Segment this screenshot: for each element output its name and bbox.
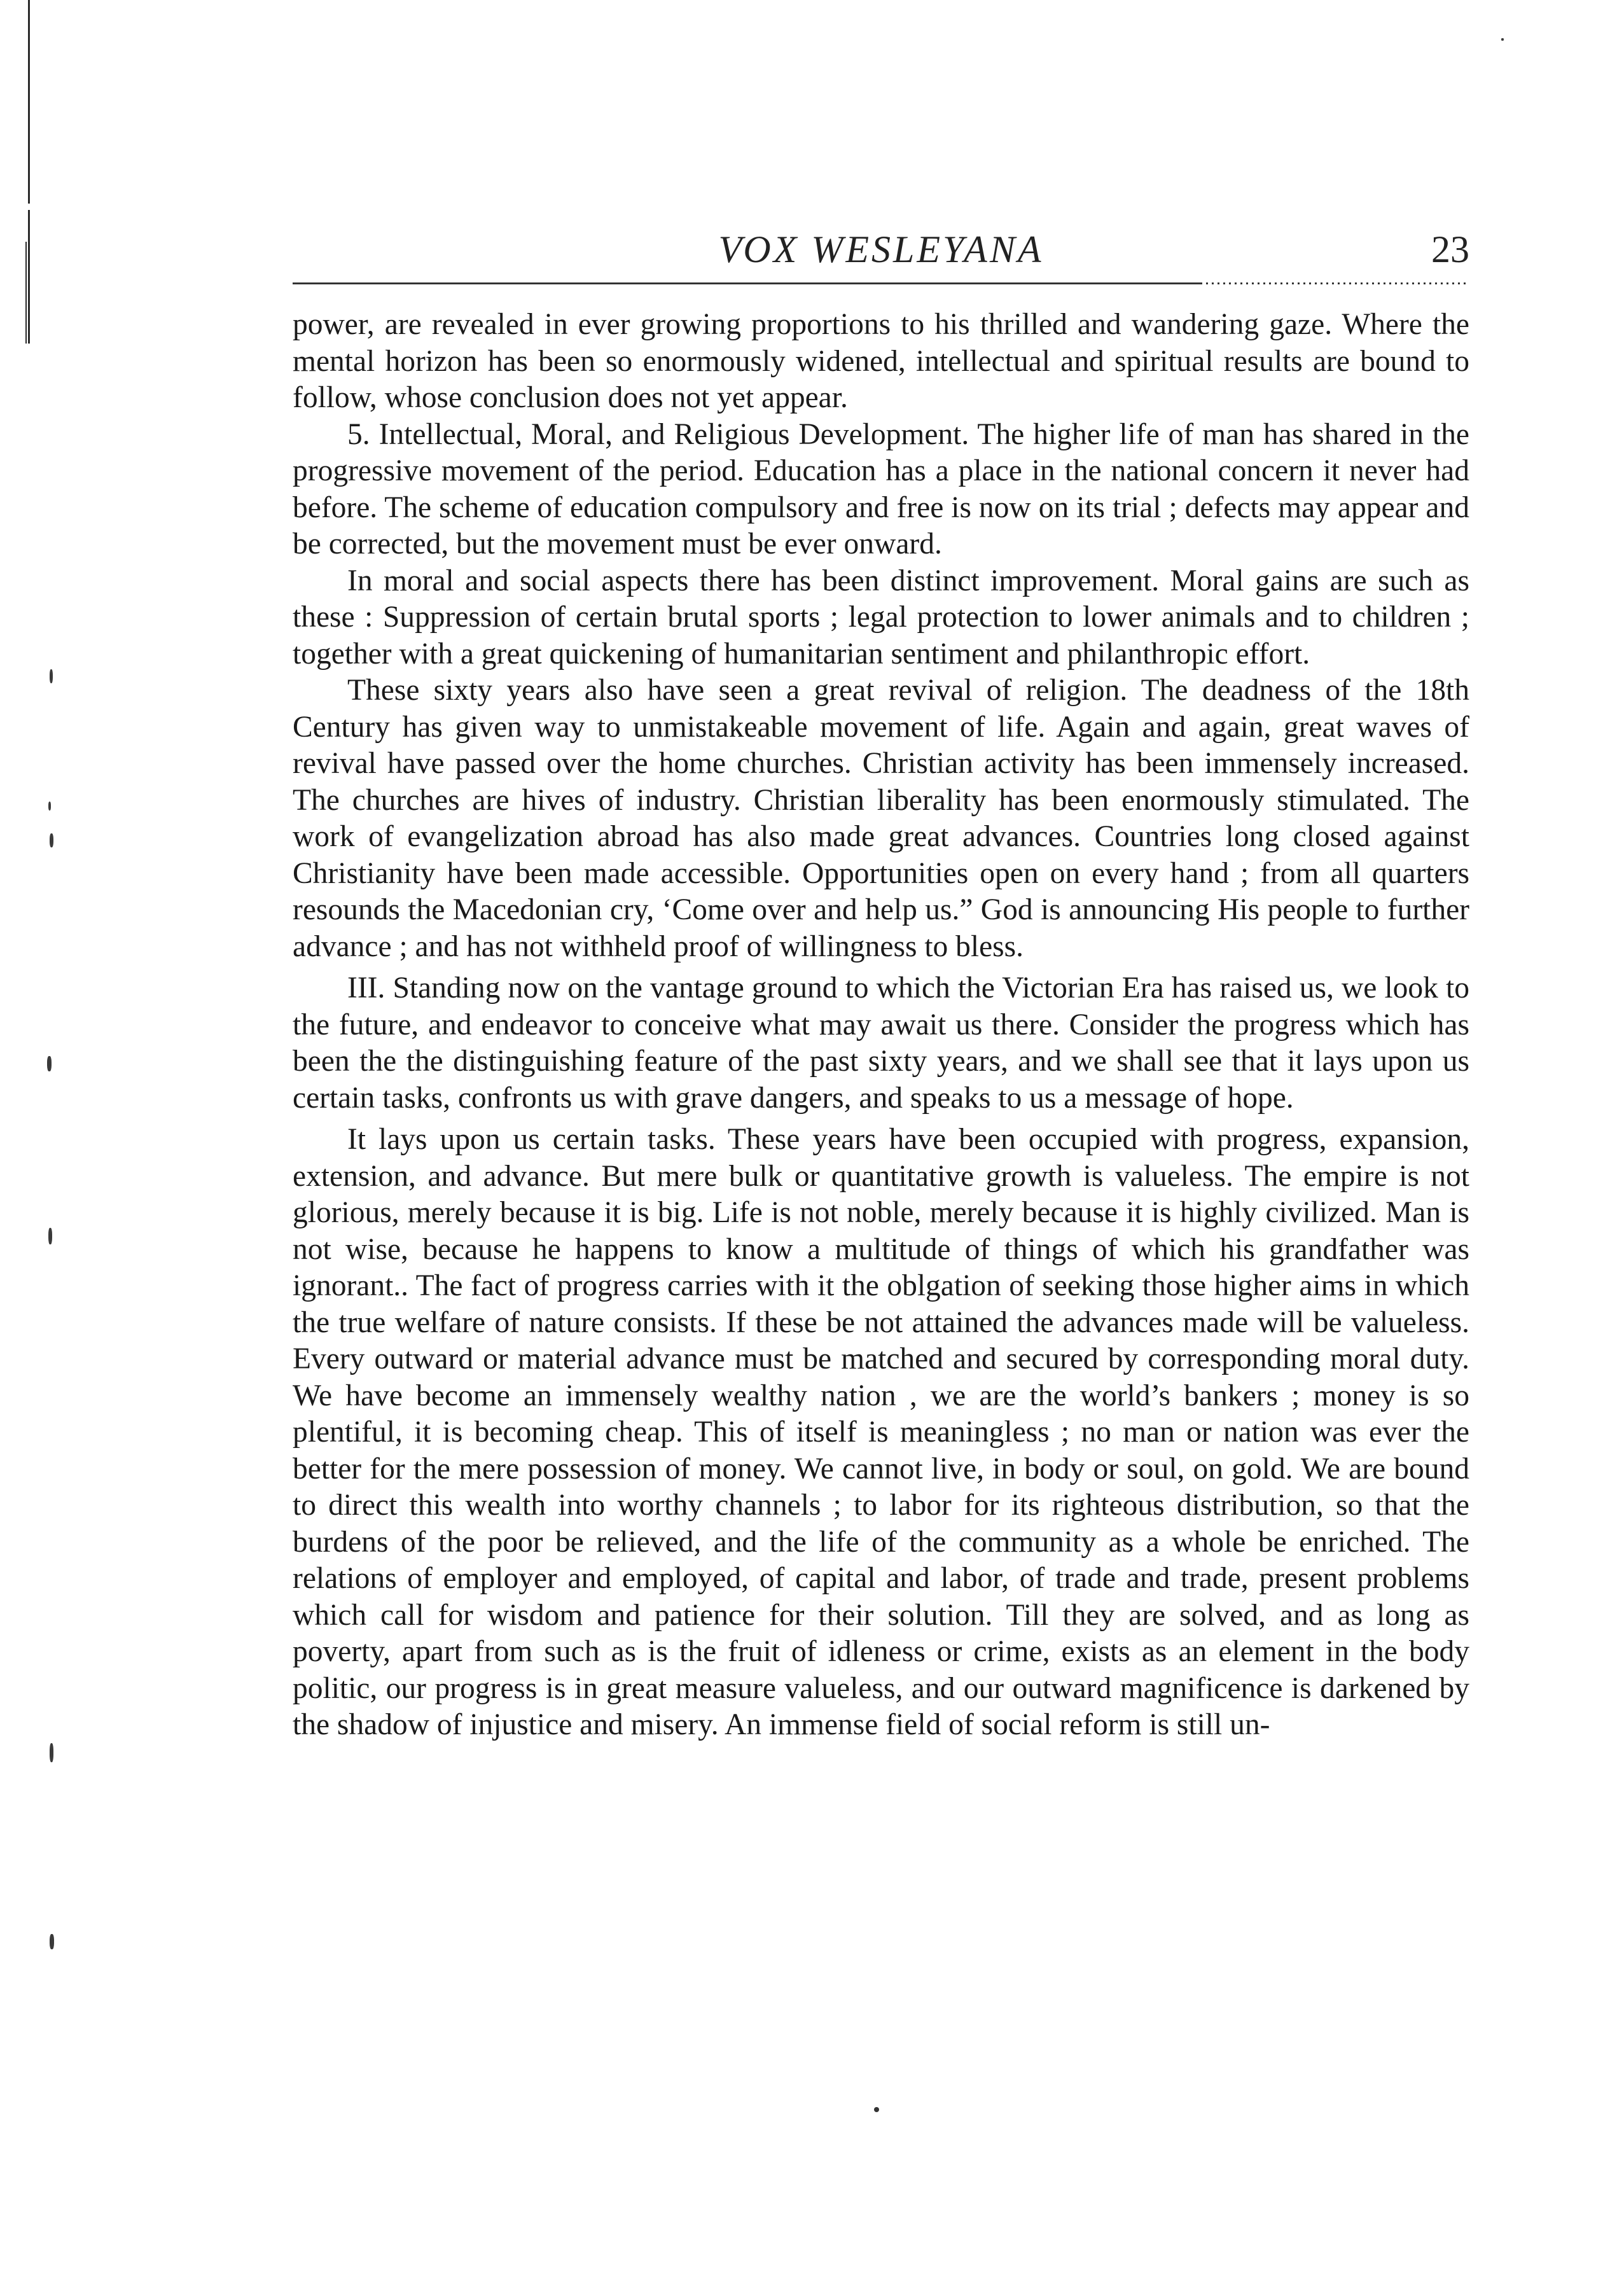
paragraph-moral-social: In moral and social aspects there has been distinct improvement. Moral gains are such as these : Suppression of certain brutal sports ; legal protection to lower animals and to children ; together with a great quickening of humanitarian sentiment and philanthropic effort. — [293, 564, 1469, 671]
running-title: VOX WESLEYANA — [718, 228, 1044, 270]
paragraph-intellectual-moral-religious: 5. Intellectual, Moral, and Religious Development. The higher life of man has shared in the progressive movement of the period. Education has a place in the national concern it never had before. The scheme of education compulsory and free is now on its trial ; defects may appear and be corrected, but the movement must be ever onward. — [293, 417, 1469, 560]
scan-speck — [50, 669, 53, 683]
scan-speck — [47, 1056, 52, 1071]
scan-speck — [48, 1228, 52, 1244]
paragraph-continued: power, are revealed in ever growing proportions to his thrilled and wandering gaze. Where the mental horizon has been so enormously widened, intellectual and spiritual results are bound to follow, whose conclusion does not yet appear. — [293, 308, 1469, 414]
paragraph-section-iii: III. Standing now on the vantage ground to which the Victorian Era has raised us, we look to the future, and endeavor to conceive what may await us there. Consider the progress which has been the the distinguishing feature of the past sixty years, and we shall see that it lays upon us certain tasks, confronts us with grave dangers, and speaks to us a message of hope. — [293, 971, 1469, 1115]
scan-speck — [1501, 38, 1504, 41]
scan-speck — [50, 1934, 54, 1949]
scan-speck — [50, 833, 53, 847]
binding-edge-line — [28, 210, 30, 344]
running-head — [293, 216, 1469, 280]
scan-speck — [50, 1743, 53, 1762]
paragraph-revival-of-religion: These sixty years also have seen a great revival of religion. The deadness of the 18th Century has given way to unmistakeable movement of life. Again and again, great waves of revival have passed over the home churches. Christian activity has been immensely increased. The churches are hives of industry. Christian liberality has been enormously stimulated. The work of evangelization abroad has also made great advances. Countries long closed against Christianity have been made accessible. Opportunities open on every hand ; from all quarters resounds the Macedonian cry, ‘Come over and help us.” God is announcing His people to further advance ; and has not withheld proof of willingness to bless. — [293, 674, 1469, 963]
header-rule-break — [1202, 282, 1469, 284]
binding-edge-line — [28, 0, 30, 204]
document-page — [293, 216, 1469, 1744]
page-number: 23 — [1431, 228, 1469, 270]
binding-edge-line — [25, 242, 27, 344]
body-text — [293, 307, 1469, 1744]
scan-speck — [48, 802, 51, 811]
paragraph-certain-tasks: It lays upon us certain tasks. These years have been occupied with progress, expansion, extension, and advance. But mere bulk or quantitative growth is valueless. The empire is not glorious, merely because it is big. Life is not noble, merely because it is highly civilized. Man is not wise, because he happens to know a multitude of things of which his grandfather was ignorant.. The fact of progress carries with it the oblgation of seeking those higher aims in which the true welfare of nature consists. If these be not attained the advances made will be valueless. Every outward or material advance must be matched and secured by corresponding moral duty. We have become an immensely wealthy nation , we are the world’s bankers ; money is so plentiful, it is becoming cheap. This of itself is meaningless ; no man or nation was ever the better for the mere possession of money. We cannot live, in body or soul, on gold. We are bound to direct this wealth into worthy channels ; to labor for its righteous distribution, so that the burdens of the poor be relieved, and the life of the community as a whole be enriched. The relations of employer and employed, of capital and labor, of trade and trade, present problems which call for wisdom and patience for their solution. Till they are solved, and as long as poverty, apart from such as is the fruit of idleness or crime, exists as an element in the body politic, our progress is in great measure valueless, and our outward magnificence is darkened by the shadow of injustice and misery. An immense field of social reform is still un- — [293, 1123, 1469, 1741]
scan-dot — [874, 2107, 879, 2112]
